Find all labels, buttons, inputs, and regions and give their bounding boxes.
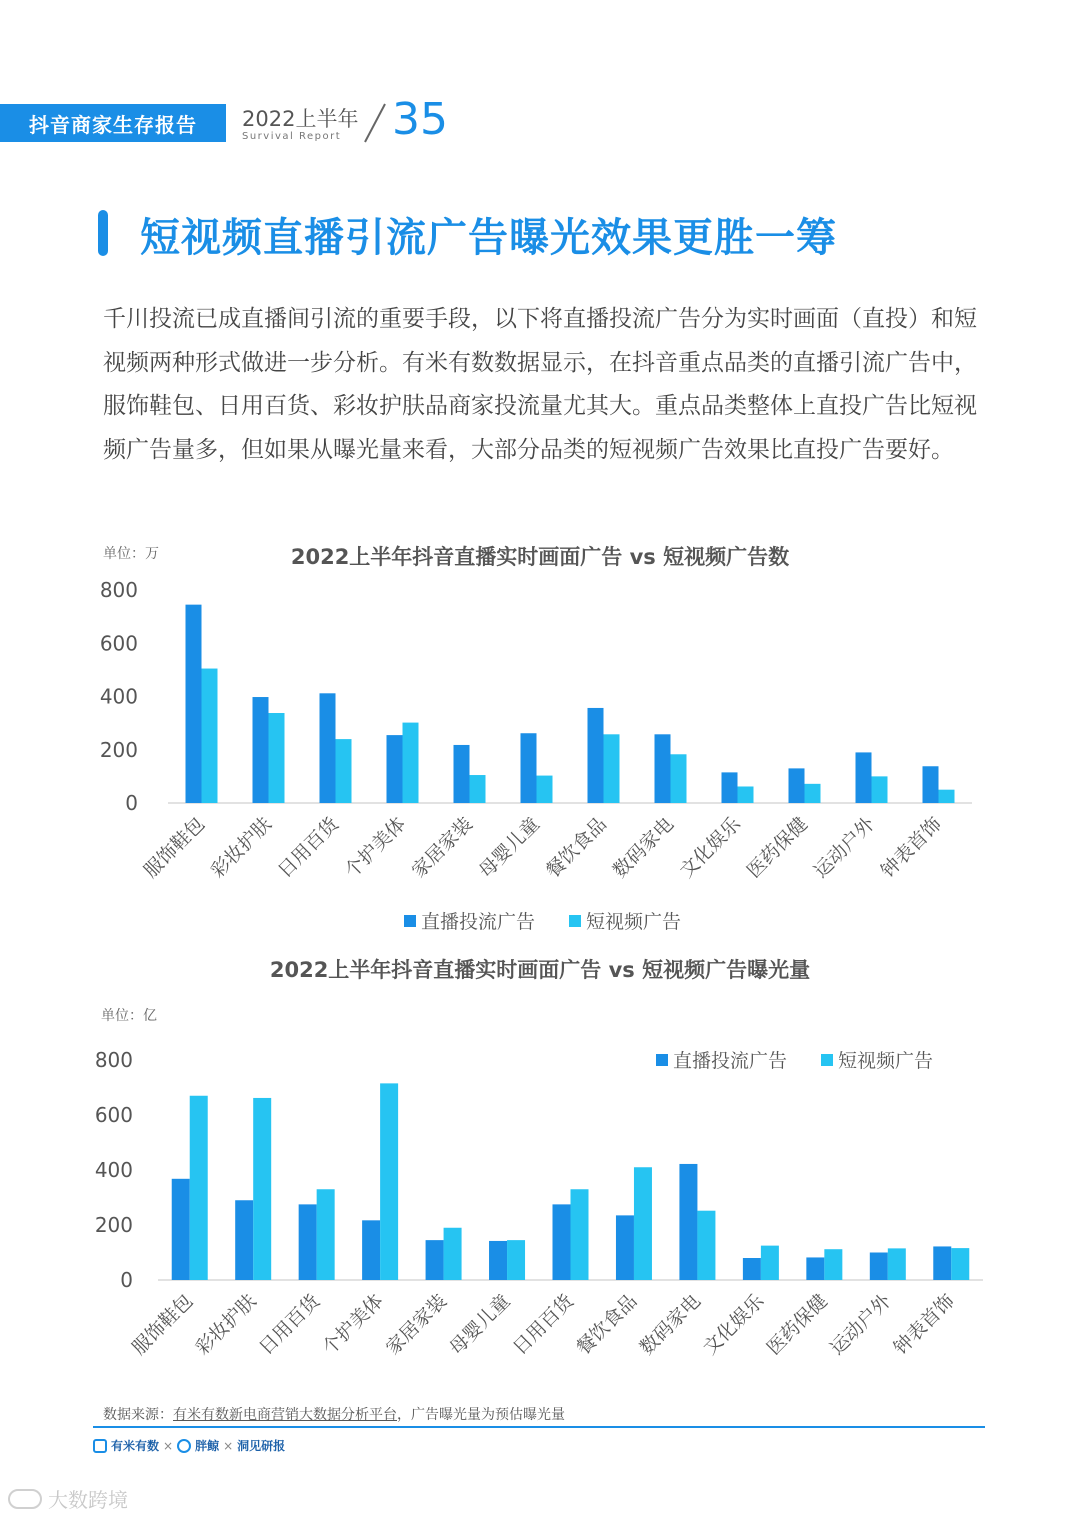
bar-livestream bbox=[299, 1204, 317, 1280]
logo-separator: × bbox=[223, 1438, 234, 1453]
bar-shortvideo bbox=[939, 790, 955, 803]
bar-shortvideo bbox=[872, 776, 888, 803]
watermark bbox=[8, 1484, 128, 1513]
logo-pangjing: 胖鲸 bbox=[195, 1439, 220, 1453]
watermark-logo-icon bbox=[8, 1489, 42, 1509]
unit-label: 单位：亿 bbox=[101, 1008, 157, 1024]
bar-livestream bbox=[521, 733, 537, 803]
bar-livestream bbox=[743, 1258, 761, 1280]
bar-livestream bbox=[454, 745, 470, 803]
bar-shortvideo bbox=[824, 1249, 842, 1280]
bar-livestream bbox=[235, 1200, 253, 1280]
bar-shortvideo bbox=[888, 1248, 906, 1280]
bar-livestream bbox=[789, 768, 805, 803]
report-year: 2022上半年 bbox=[242, 107, 359, 131]
category-label: 彩妆护肤 bbox=[191, 1289, 261, 1360]
ad-exposure-chart-svg bbox=[0, 950, 1080, 1395]
ad-exposure-chart bbox=[0, 950, 1080, 1395]
y-tick-label: 600 bbox=[99, 631, 138, 656]
source-link[interactable]: 有米有数新电商营销大数据分析平台 bbox=[173, 1407, 397, 1423]
y-tick-label: 400 bbox=[94, 1158, 133, 1182]
legend-label: 短视频广告 bbox=[838, 1050, 934, 1072]
pangjing-logo-icon bbox=[177, 1439, 191, 1453]
y-tick-label: 0 bbox=[120, 1268, 133, 1292]
category-label: 文化娱乐 bbox=[675, 812, 746, 883]
bar-shortvideo bbox=[253, 1098, 271, 1280]
category-label: 日用百货 bbox=[508, 1289, 579, 1360]
bar-shortvideo bbox=[336, 739, 352, 803]
bar-livestream bbox=[870, 1253, 888, 1281]
bar-livestream bbox=[679, 1164, 697, 1280]
y-tick-label: 0 bbox=[125, 791, 138, 815]
body-paragraph: 千川投流已成直播间引流的重要手段，以下将直播投流广告分为实时画面（直投）和短视频两种形式做进一步分析。有米有数数据显示，在抖音重点品类的直播引流广告中，服饰鞋包、日用百货、彩妆护肤品商家投流量尤其大。重点品类整体上直投广告比短视频广告量多，但如果从曝光量来看，大部分品类的短视频广告效果比直投广告要好。 bbox=[103, 306, 977, 463]
youmi-logo-icon bbox=[93, 1439, 107, 1453]
legend-label: 短视频广告 bbox=[586, 911, 682, 933]
category-label: 餐饮食品 bbox=[541, 812, 612, 883]
source-note: ，广告曝光量为预估曝光量 bbox=[397, 1407, 565, 1423]
y-tick-label: 400 bbox=[99, 684, 138, 709]
category-label: 文化娱乐 bbox=[699, 1289, 769, 1360]
watermark-text: 大数跨境 bbox=[48, 1488, 128, 1512]
logo-separator: × bbox=[163, 1438, 174, 1453]
category-label: 个护美体 bbox=[340, 812, 411, 883]
category-label: 医药保健 bbox=[742, 812, 813, 883]
category-label: 服饰鞋包 bbox=[139, 812, 210, 883]
bar-shortvideo bbox=[671, 754, 687, 803]
page-number: 35 bbox=[392, 94, 448, 145]
category-label: 服饰鞋包 bbox=[127, 1289, 198, 1360]
category-label: 日用百货 bbox=[254, 1289, 325, 1360]
bar-shortvideo bbox=[403, 723, 419, 803]
bar-livestream bbox=[320, 693, 336, 803]
bar-shortvideo bbox=[761, 1246, 779, 1280]
bar-shortvideo bbox=[571, 1189, 589, 1280]
ad-count-chart-svg bbox=[0, 530, 1080, 950]
category-label: 医药保健 bbox=[762, 1289, 832, 1360]
y-tick-label: 200 bbox=[94, 1213, 133, 1237]
y-tick-label: 600 bbox=[94, 1103, 133, 1127]
category-label: 数码家电 bbox=[635, 1289, 705, 1360]
bar-shortvideo bbox=[604, 734, 620, 803]
category-label: 个护美体 bbox=[318, 1289, 388, 1360]
bar-shortvideo bbox=[697, 1211, 715, 1280]
bar-livestream bbox=[655, 734, 671, 803]
bar-livestream bbox=[253, 697, 269, 803]
legend-swatch bbox=[404, 915, 416, 927]
report-name-tag: 抖音商家生存报告 bbox=[0, 104, 226, 142]
bar-shortvideo bbox=[190, 1096, 208, 1280]
logo-youmi: 有米有数 bbox=[111, 1439, 160, 1453]
bar-livestream bbox=[806, 1257, 824, 1280]
category-label: 运动户外 bbox=[809, 812, 880, 883]
bar-livestream bbox=[186, 605, 202, 803]
category-label: 钟表首饰 bbox=[889, 1289, 959, 1360]
bar-shortvideo bbox=[738, 786, 754, 803]
category-label: 钟表首饰 bbox=[876, 812, 947, 883]
legend-swatch bbox=[656, 1054, 668, 1066]
title-accent-bar bbox=[98, 210, 108, 256]
bar-shortvideo bbox=[634, 1167, 652, 1280]
logo-dongjian: 洞见研报 bbox=[237, 1439, 286, 1453]
bar-livestream bbox=[426, 1240, 444, 1280]
legend-swatch bbox=[569, 915, 581, 927]
category-label: 家居家装 bbox=[381, 1289, 452, 1360]
y-tick-label: 200 bbox=[99, 737, 138, 762]
footer-logos bbox=[93, 1437, 285, 1454]
bar-livestream bbox=[616, 1215, 634, 1280]
bar-livestream bbox=[362, 1220, 380, 1280]
legend-label: 直播投流广告 bbox=[421, 911, 536, 933]
bar-shortvideo bbox=[805, 784, 821, 803]
y-tick-label: 800 bbox=[94, 1048, 133, 1072]
bar-livestream bbox=[489, 1241, 507, 1280]
category-label: 母婴儿童 bbox=[445, 1289, 515, 1360]
bar-livestream bbox=[387, 735, 403, 803]
category-label: 家居家装 bbox=[407, 812, 478, 883]
category-label: 彩妆护肤 bbox=[206, 812, 277, 883]
page-title: 短视频直播引流广告曝光效果更胜一筹 bbox=[140, 215, 837, 261]
category-label: 运动户外 bbox=[826, 1289, 896, 1360]
legend-label: 直播投流广告 bbox=[673, 1050, 788, 1072]
data-source bbox=[103, 1404, 565, 1424]
source-label: 数据来源： bbox=[103, 1407, 173, 1423]
bar-livestream bbox=[722, 772, 738, 803]
legend-swatch bbox=[821, 1054, 833, 1066]
bar-shortvideo bbox=[470, 775, 486, 803]
bar-livestream bbox=[172, 1179, 190, 1280]
slash-divider-icon bbox=[355, 100, 395, 146]
bar-shortvideo bbox=[269, 713, 285, 803]
bar-livestream bbox=[933, 1246, 951, 1280]
report-subtitle: Survival Report bbox=[242, 131, 342, 142]
y-tick-label: 800 bbox=[99, 578, 138, 602]
bar-shortvideo bbox=[380, 1083, 398, 1280]
bar-shortvideo bbox=[317, 1189, 335, 1280]
bar-livestream bbox=[553, 1204, 571, 1280]
bar-livestream bbox=[923, 766, 939, 803]
chart-title: 2022上半年抖音直播实时画面广告 vs 短视频广告曝光量 bbox=[269, 958, 811, 982]
bar-livestream bbox=[588, 708, 604, 803]
category-label: 母婴儿童 bbox=[474, 812, 545, 883]
category-label: 餐饮食品 bbox=[572, 1289, 642, 1360]
bar-livestream bbox=[856, 752, 872, 803]
bar-shortvideo bbox=[444, 1228, 462, 1280]
bar-shortvideo bbox=[951, 1248, 969, 1280]
bar-shortvideo bbox=[507, 1240, 525, 1280]
ad-count-chart bbox=[0, 530, 1080, 950]
footer-divider bbox=[93, 1426, 985, 1428]
category-label: 日用百货 bbox=[273, 812, 344, 883]
bar-shortvideo bbox=[537, 776, 553, 803]
unit-label: 单位：万 bbox=[103, 546, 159, 562]
chart-title: 2022上半年抖音直播实时画面广告 vs 短视频广告数 bbox=[290, 545, 790, 569]
category-label: 数码家电 bbox=[608, 812, 679, 883]
bar-shortvideo bbox=[202, 669, 218, 803]
